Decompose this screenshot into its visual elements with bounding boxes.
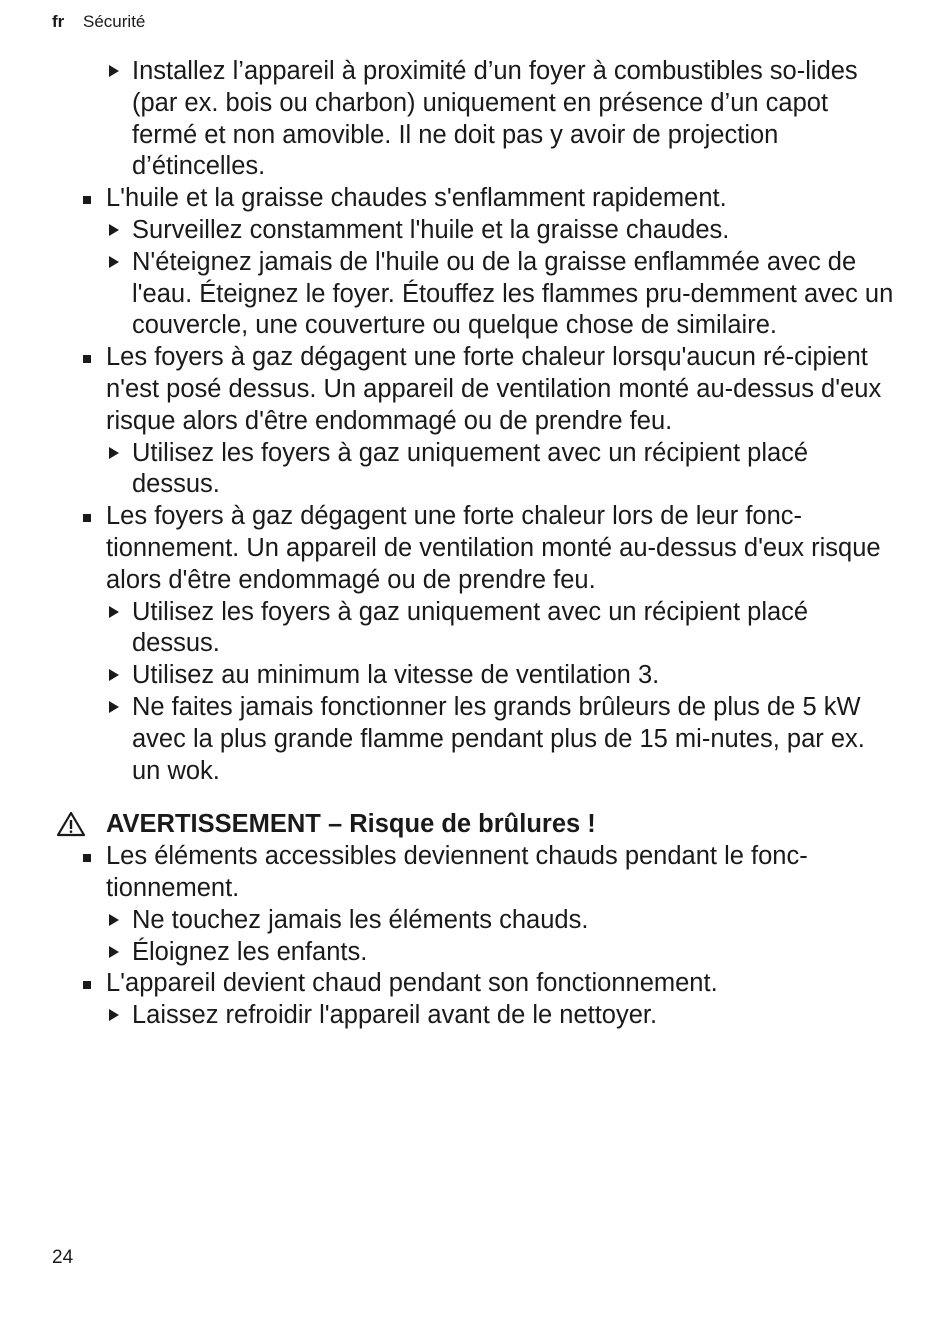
square-bullet-icon <box>83 854 91 862</box>
action-text: Laissez refroidir l'appareil avant de le nettoyer. <box>132 1001 658 1030</box>
bullet-text: L'huile et la graisse chaudes s'enflamment rapidement. <box>106 184 727 213</box>
action-item <box>80 247 900 342</box>
action-text: Utilisez les foyers à gaz uniquement avec un récipient placé dessus. <box>132 438 809 499</box>
bullet-text: Les éléments accessibles deviennent chauds pendant le fonc-tionnement. <box>106 842 808 902</box>
section-title: Sécurité <box>83 12 146 31</box>
action-item <box>80 660 900 692</box>
page-number: 24 <box>52 1247 74 1268</box>
action-text: Utilisez au minimum la vitesse de ventilation 3. <box>132 661 660 690</box>
triangle-arrow-icon <box>109 65 119 77</box>
action-item <box>80 937 900 969</box>
action-item <box>80 1000 900 1032</box>
bullet-item <box>80 342 900 437</box>
triangle-arrow-icon <box>109 1009 119 1021</box>
triangle-arrow-icon <box>109 669 119 681</box>
action-item <box>80 438 900 502</box>
bullet-text: L'appareil devient chaud pendant son fonctionnement. <box>106 969 718 998</box>
triangle-arrow-icon <box>109 224 119 236</box>
bullet-text: Les foyers à gaz dégagent une forte chaleur lorsqu'aucun ré-cipient n'est posé dessus. Un appareil de ventilation monté au-dessus d'eux risque alors d'être endommagé ou de prendre feu. <box>106 343 882 435</box>
action-item <box>80 692 900 787</box>
square-bullet-icon <box>83 355 91 363</box>
bullet-item <box>80 968 900 1000</box>
triangle-arrow-icon <box>109 256 119 268</box>
square-bullet-icon <box>83 981 91 989</box>
warning-icon <box>56 811 86 837</box>
action-text: Ne faites jamais fonctionner les grands brûleurs de plus de 5 kW avec la plus grande flamme pendant plus de 15 mi-nutes, par ex. un wok. <box>132 692 865 785</box>
language-code: fr <box>52 12 65 31</box>
warning-text: AVERTISSEMENT – Risque de brûlures ! <box>106 810 596 839</box>
triangle-arrow-icon <box>109 701 119 713</box>
warning-heading <box>80 809 900 841</box>
action-text: Surveillez constamment l'huile et la graisse chaudes. <box>132 215 730 244</box>
action-text: Ne touchez jamais les éléments chauds. <box>132 905 589 934</box>
triangle-arrow-icon <box>109 606 119 618</box>
action-item <box>80 56 900 183</box>
page-header <box>52 12 145 32</box>
action-text: Installez l’appareil à proximité d’un foyer à combustibles so-lides (par ex. bois ou charbon) uniquement en présence d’un capot fermé et non amovible. Il ne doit pas y avoir de projection d’étincelles. <box>132 57 858 181</box>
square-bullet-icon <box>83 196 91 204</box>
triangle-arrow-icon <box>109 447 119 459</box>
action-text: N'éteignez jamais de l'huile ou de la graisse enflammée avec de l'eau. Éteignez le foyer. Étouffez les flammes pru-demment avec un couvercle, une couverture ou quelque chose de similaire. <box>132 247 894 340</box>
safety-content <box>80 56 900 1032</box>
bullet-item <box>80 841 900 905</box>
action-text: Utilisez les foyers à gaz uniquement avec un récipient placé dessus. <box>132 597 809 658</box>
square-bullet-icon <box>83 514 91 522</box>
action-text: Éloignez les enfants. <box>132 937 368 966</box>
action-item <box>80 215 900 247</box>
triangle-arrow-icon <box>109 914 119 926</box>
bullet-text: Les foyers à gaz dégagent une forte chaleur lors de leur fonc-tionnement. Un appareil de ventilation monté au-dessus d'eux risque alors d'être endommagé ou de prendre feu. <box>106 502 881 594</box>
bullet-item <box>80 501 900 596</box>
triangle-arrow-icon <box>109 946 119 958</box>
action-item <box>80 597 900 661</box>
bullet-item <box>80 183 900 215</box>
action-item <box>80 905 900 937</box>
